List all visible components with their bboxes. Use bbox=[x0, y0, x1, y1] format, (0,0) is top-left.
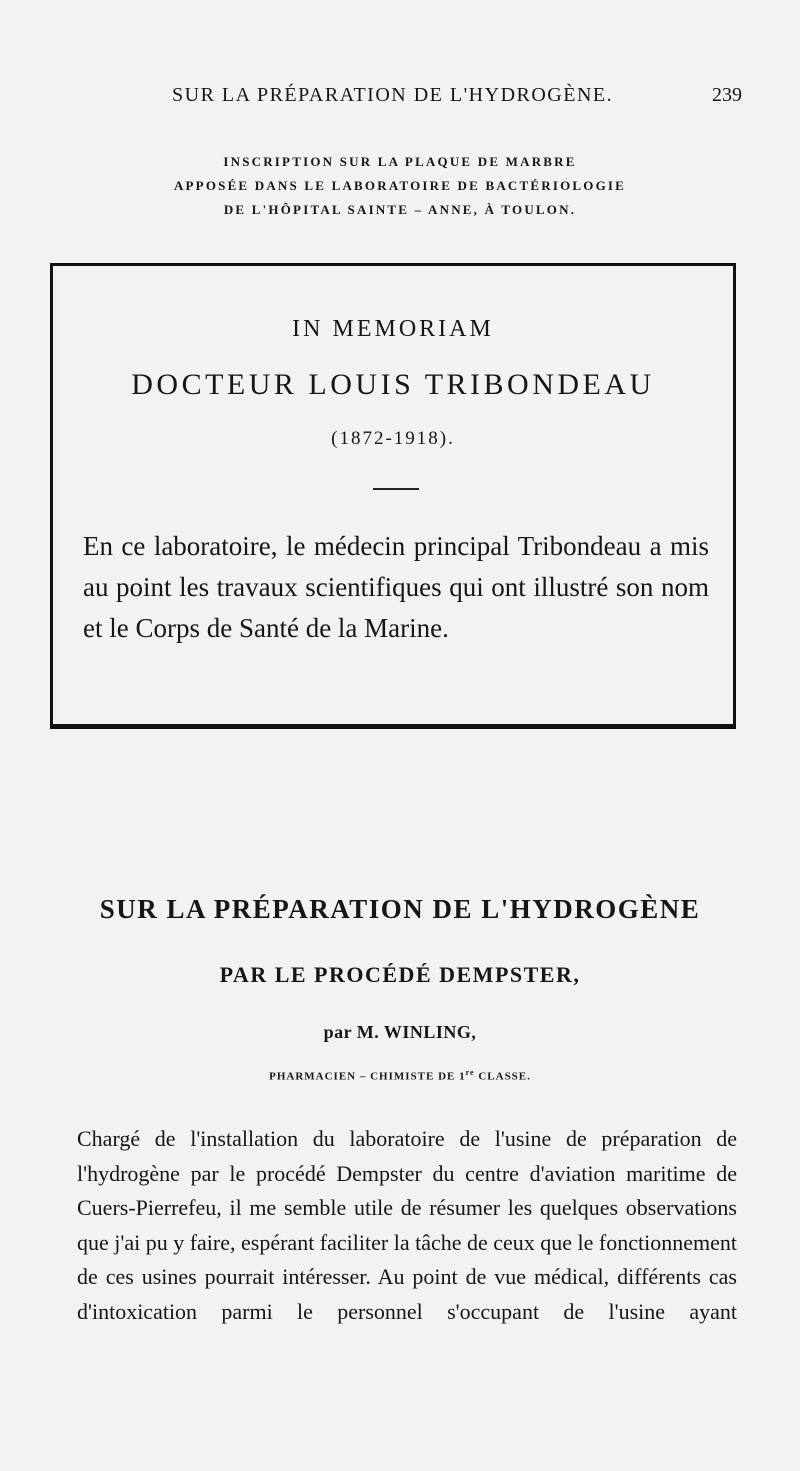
article-subtitle: PAR LE PROCÉDÉ DEMPSTER, bbox=[219, 962, 581, 987]
author-credentials bbox=[60, 1068, 740, 1083]
running-title: SUR LA PRÉPARATION DE L'HYDROGÈNE. bbox=[172, 84, 614, 106]
page-number: 239 bbox=[712, 84, 742, 106]
body-paragraph: Chargé de l'installation du laboratoire de l'usine de préparation de l'hydrogène par le procédé Dempster du centre d'aviation maritime de Cuers-Pierrefeu, il me semble utile de résumer les quelques observations que j'ai pu y faire, espérant faciliter la tâche de ceux que le fonctionnement de ces usines pourrait intéresser. Au point de vue médical, différents cas d'intoxication parmi le personnel s'occupant de l'usine ayant bbox=[77, 1126, 737, 1324]
inscription-line-2: APPOSÉE DANS LE LABORATOIRE DE BACTÉRIOLOGIE bbox=[173, 178, 627, 193]
plaque-epitaph: En ce laboratoire, le médecin principal Tribondeau a mis au point les travaux scientifiques qui ont illustré son nom et le Corps de Santé de la Marine. bbox=[83, 531, 709, 643]
plaque-in-memoriam: IN MEMORIAM bbox=[292, 316, 494, 342]
inscription-line-1: INSCRIPTION SUR LA PLAQUE DE MARBRE bbox=[223, 154, 577, 169]
inscription-line-3: DE L'HÔPITAL SAINTE – ANNE, À TOULON. bbox=[223, 202, 577, 217]
author-credentials-main: PHARMACIEN – CHIMISTE DE 1 bbox=[269, 1070, 466, 1083]
plaque-divider bbox=[373, 488, 419, 490]
author-credentials-end: CLASSE. bbox=[474, 1070, 531, 1083]
memorial-plaque-box bbox=[50, 263, 736, 729]
article-title: SUR LA PRÉPARATION DE L'HYDROGÈNE bbox=[99, 894, 701, 924]
author-credentials-sup: re bbox=[465, 1068, 475, 1077]
article-body bbox=[77, 1122, 737, 1329]
plaque-dates: (1872-1918). bbox=[331, 428, 455, 449]
article-author: par M. WINLING, bbox=[323, 1022, 477, 1042]
inscription-caption bbox=[60, 150, 740, 222]
plaque-name: DOCTEUR LOUIS TRIBONDEAU bbox=[131, 368, 655, 401]
